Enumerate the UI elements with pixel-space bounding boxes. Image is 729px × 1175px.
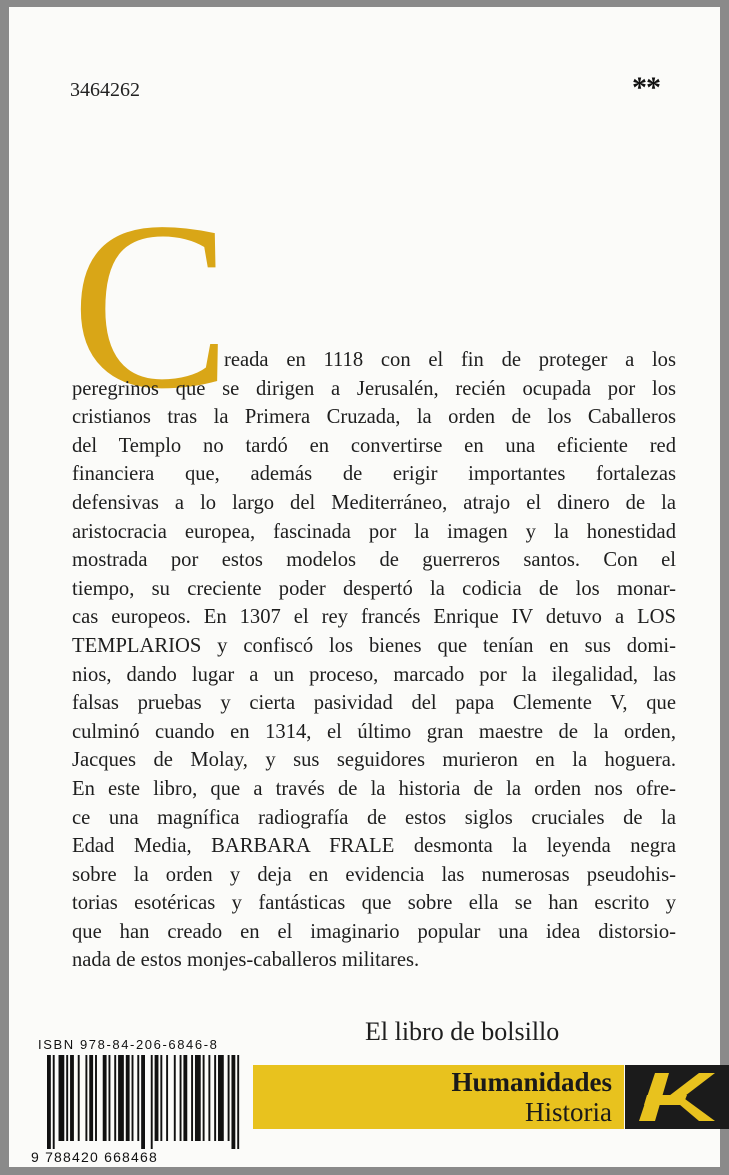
synopsis-line: que han creado en el imaginario popular una idea distorsio- <box>72 920 676 943</box>
synopsis-line: nada de estos monjes-caballeros militares. <box>72 949 420 972</box>
category-band <box>253 1065 624 1129</box>
rating-stars: ** <box>632 71 660 104</box>
synopsis-line: Jacques de Molay, y sus seguidores murieron en la hoguera. <box>72 749 676 772</box>
synopsis-line: Edad Media, BARBARA FRALE desmonta la leyenda negra <box>72 835 676 858</box>
synopsis-line: tiempo, su creciente poder despertó la codicia de los monar- <box>72 577 676 600</box>
synopsis-line: En este libro, que a través de la historia de la orden nos ofre- <box>72 777 676 800</box>
synopsis-line: cristianos tras la Primera Cruzada, la orden de los Caballeros <box>72 406 676 429</box>
catalog-number: 3464262 <box>70 79 140 101</box>
publisher-logo-icon <box>625 1065 729 1129</box>
synopsis-line: falsas pruebas y cierta pasividad del papa Clemente V, que <box>72 692 676 715</box>
series-name: El libro de bolsillo <box>365 1017 560 1046</box>
barcode-digits: 9 788420 668468 <box>31 1149 158 1165</box>
synopsis-line: torias esotéricas y fantásticas que sobre ella se han escrito y <box>72 892 676 915</box>
category-title: Humanidades <box>451 1067 612 1097</box>
synopsis-line: aristocracia europea, fascinada por la imagen y la honestidad <box>72 520 676 543</box>
synopsis-line: ce una magnífica radiografía de estos siglos cruciales de la <box>72 806 676 829</box>
synopsis-line: financiera que, además de erigir importantes fortalezas <box>72 463 676 486</box>
synopsis-line: TEMPLARIOS y confiscó los bienes que tenían en sus domi- <box>72 634 676 657</box>
synopsis-line: cas europeos. En 1307 el rey francés Enrique IV detuvo a LOS <box>72 606 676 629</box>
synopsis-line: peregrinos que se dirigen a Jerusalén, recién ocupada por los <box>72 377 676 400</box>
synopsis-line: culminó cuando en 1314, el último gran maestre de la orden, <box>72 720 676 743</box>
synopsis-line: nios, dando lugar a un proceso, marcado por la ilegalidad, las <box>72 663 676 686</box>
drop-cap: C <box>71 172 232 438</box>
barcode-icon <box>47 1055 243 1149</box>
publisher-logo <box>625 1065 729 1129</box>
synopsis-line: reada en 1118 con el fin de proteger a los <box>224 349 676 371</box>
category-subtitle: Historia <box>525 1097 612 1127</box>
synopsis-line: del Templo no tardó en convertirse en una eficiente red <box>72 434 676 457</box>
synopsis-line: defensivas a lo largo del Mediterráneo, atrajo el dinero de la <box>72 491 676 514</box>
synopsis-line: sobre la orden y deja en evidencia las numerosas pseudohis- <box>72 863 676 886</box>
synopsis-text <box>72 346 676 975</box>
synopsis-line: mostrada por estos modelos de guerreros santos. Con el <box>72 549 676 572</box>
isbn-label: ISBN 978-84-206-6846-8 <box>38 1037 219 1052</box>
